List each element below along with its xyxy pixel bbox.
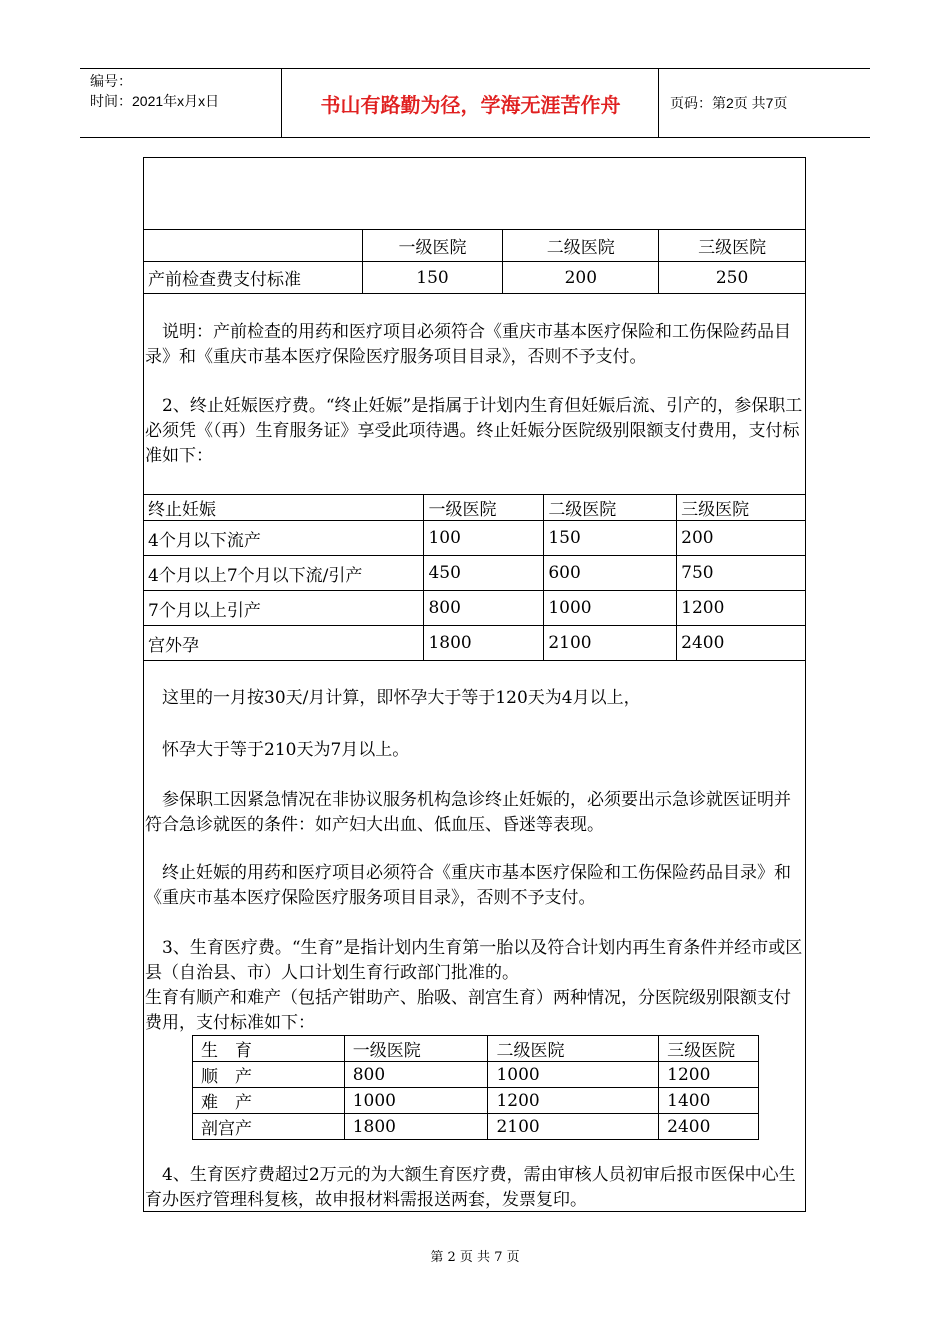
table-header-cell: 二级医院 <box>503 230 659 262</box>
table-cell: 2100 <box>488 1114 659 1140</box>
table-cell: 150 <box>544 521 677 556</box>
table-cell: 800 <box>344 1062 488 1088</box>
table-cell: 450 <box>424 556 544 591</box>
table-cell: 产前检查费支付标准 <box>144 262 363 294</box>
table-header-cell: 二级医院 <box>488 1036 659 1062</box>
table-header-row <box>144 230 806 262</box>
paragraph: 终止妊娠的用药和医疗项目必须符合《重庆市基本医疗保险和工伤保险药品目录》和《重庆市基本医疗保险医疗服务项目目录》，否则不予支付。 <box>145 863 791 908</box>
table-cell: 2400 <box>677 626 806 661</box>
prenatal-fee-table <box>143 229 806 294</box>
paragraph: 3、生育医疗费。“生育”是指计划内生育第一胎以及符合计划内再生育条件并经市或区县（自治县、市）人口计划生育行政部门批准的。 <box>145 938 803 983</box>
number-label: 编号： <box>90 73 132 89</box>
table-row <box>144 521 806 556</box>
paragraph: 4、生育医疗费超过2万元的为大额生育医疗费，需由审核人员初审后报市医保中心生育办医疗管理科复核，故申报材料需报送两套，发票复印。 <box>145 1165 796 1210</box>
table-cell: 250 <box>659 262 806 294</box>
table-header-row <box>193 1036 759 1062</box>
paragraph-block-b2 <box>145 738 803 763</box>
table-cell: 2100 <box>544 626 677 661</box>
header-meta <box>80 69 282 137</box>
page-code: 页码：第2页 共7页 <box>670 95 788 111</box>
table-header-cell: 三级医院 <box>677 495 806 521</box>
table-header-cell: 一级医院 <box>362 230 503 262</box>
termination-fee-table <box>143 494 806 661</box>
table-header-cell: 二级医院 <box>544 495 677 521</box>
table-cell: 2400 <box>659 1114 759 1140</box>
table-row <box>193 1062 759 1088</box>
content-frame <box>143 157 806 1212</box>
paragraph-block-b4 <box>145 861 803 911</box>
page-header <box>80 68 870 138</box>
table-header-cell: 三级医院 <box>659 230 806 262</box>
paragraph: 这里的一月按30天/月计算，即怀孕大于等于120天为4月以上， <box>162 688 641 708</box>
table-cell: 剖宫产 <box>193 1114 345 1140</box>
table-cell: 100 <box>424 521 544 556</box>
table-cell: 150 <box>362 262 503 294</box>
table-cell: 800 <box>424 591 544 626</box>
time-label: 时间：2021年x月x日 <box>90 93 220 109</box>
page-footer: 第 2 页 共 7 页 <box>430 1250 520 1265</box>
table-cell: 1400 <box>659 1088 759 1114</box>
table-row <box>193 1088 759 1114</box>
table-header-cell: 终止妊娠 <box>144 495 424 521</box>
table-cell: 顺 产 <box>193 1062 345 1088</box>
table-header-cell <box>144 230 363 262</box>
table-cell: 1000 <box>344 1088 488 1114</box>
table-row <box>144 556 806 591</box>
paragraph-block-b5 <box>145 936 803 1036</box>
header-page-code <box>664 69 870 137</box>
table-header-cell: 三级医院 <box>659 1036 759 1062</box>
table-cell: 4个月以上7个月以下流/引产 <box>144 556 424 591</box>
table-cell: 600 <box>544 556 677 591</box>
paragraph-block-a2 <box>145 394 803 469</box>
table-row <box>144 626 806 661</box>
table-row <box>193 1114 759 1140</box>
table-cell: 200 <box>677 521 806 556</box>
table-cell: 1200 <box>488 1088 659 1114</box>
paragraph: 2、终止妊娠医疗费。“终止妊娠”是指属于计划内生育但妊娠后流、引产的，参保职工必须凭《（再）生育服务证》享受此项待遇。终止妊娠分医院级别限额支付费用，支付标准如下： <box>145 396 803 466</box>
table-cell: 1800 <box>424 626 544 661</box>
table-cell: 1000 <box>544 591 677 626</box>
table-cell: 200 <box>503 262 659 294</box>
table-header-cell: 一级医院 <box>424 495 544 521</box>
table-row <box>144 262 806 294</box>
paragraph: 生育有顺产和难产（包括产钳助产、胎吸、剖宫生育）两种情况，分医院级别限额支付费用，支付标准如下： <box>145 988 791 1033</box>
paragraph-block-a <box>145 320 803 370</box>
birth-fee-table <box>192 1035 759 1140</box>
paragraph: 怀孕大于等于210天为7月以上。 <box>162 740 410 760</box>
paragraph: 参保职工因紧急情况在非协议服务机构急诊终止妊娠的，必须要出示急诊就医证明并符合急诊就医的条件：如产妇大出血、低血压、昏迷等表现。 <box>145 790 791 835</box>
table-cell: 1000 <box>488 1062 659 1088</box>
paragraph: 说明：产前检查的用药和医疗项目必须符合《重庆市基本医疗保险和工伤保险药品目录》和《重庆市基本医疗保险医疗服务项目目录》，否则不予支付。 <box>145 322 791 367</box>
header-motto: 书山有路勤为径，学海无涯苦作舟 <box>283 69 659 137</box>
table-cell: 难 产 <box>193 1088 345 1114</box>
table-cell: 1200 <box>659 1062 759 1088</box>
empty-top-cell <box>144 158 805 230</box>
table-cell: 7个月以上引产 <box>144 591 424 626</box>
table-cell: 4个月以下流产 <box>144 521 424 556</box>
table-header-cell: 生 育 <box>193 1036 345 1062</box>
table-row <box>144 591 806 626</box>
table-cell: 1200 <box>677 591 806 626</box>
paragraph-block-b1 <box>145 686 803 711</box>
table-header-row <box>144 495 806 521</box>
table-cell: 1800 <box>344 1114 488 1140</box>
paragraph-block-b3 <box>145 788 803 838</box>
table-cell: 宫外孕 <box>144 626 424 661</box>
table-header-cell: 一级医院 <box>344 1036 488 1062</box>
paragraph-block-c1 <box>145 1163 803 1213</box>
table-cell: 750 <box>677 556 806 591</box>
